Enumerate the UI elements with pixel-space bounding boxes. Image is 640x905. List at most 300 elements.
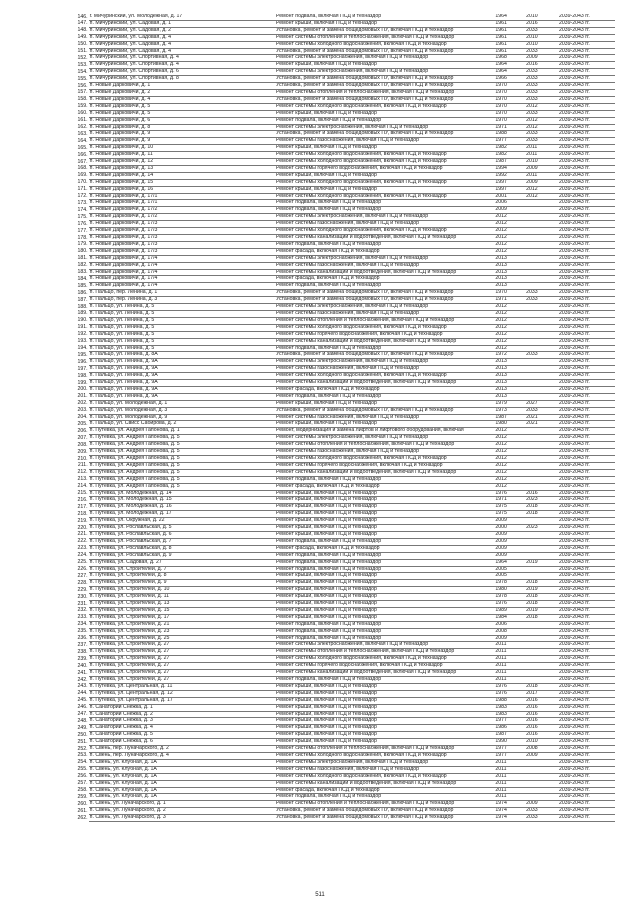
year-built: 1964 [494,559,525,566]
year-last-repair: 2010 [525,14,558,20]
work-type: Ремонт системы газоснабжения, включая ПСД и техназдор [275,138,494,145]
work-type: Ремонт системы холодного водоснабжения, включая ПСД и техназдор [275,773,494,780]
year-last-repair [525,773,558,780]
year-built: 2011 [494,766,525,773]
table-row [70,103,615,110]
work-type: Ремонт фасада, включая ПСД и техназдор [275,483,494,490]
table-row [70,207,615,214]
row-number: 237. [77,641,88,648]
row-number: 197. [77,365,88,372]
work-type: Ремонт крыши, включая ПСД и техназдор [275,518,494,525]
year-built: 1964 [494,69,525,76]
work-type: Ремонт подвала, включая ПСД и техназдор [275,628,494,635]
planned-period: 2039-2043 гг. [558,531,615,538]
row-number: 199. [77,379,88,386]
address: п. Новые Дарковичи, д. 9 [89,138,275,145]
table-row [70,580,615,587]
table-row [70,587,615,594]
table-row [70,145,615,152]
year-built: 2013 [494,380,525,387]
address: п. Путевка, ул. Молодежная, д. 14 [89,490,275,497]
address: п. Мичуринский, ул. Спортивная, д. 6 [89,69,275,76]
year-built: 1997 [494,186,525,193]
row-number: 186. [77,289,88,296]
table-row [70,380,615,387]
year-built: 1970 [494,290,525,297]
planned-period: 2039-2043 гг. [558,304,615,311]
planned-period: 2039-2043 гг. [558,359,615,366]
row-number: 217. [77,503,88,510]
year-last-repair: 2016 [525,490,558,497]
year-last-repair [525,442,558,449]
address: п. Пальцо, ул. Ленина, д. 5 [89,338,275,345]
page-number: 511 [315,892,325,898]
work-type: Ремонт системы газоснабжения, включая ПСД и техназдор [275,366,494,373]
address: п. Мичуринский, ул. Садовая, д. 4 [89,34,275,41]
year-built: 2011 [494,773,525,780]
year-built: 1990 [494,739,525,746]
table-row [70,20,615,27]
planned-period: 2039-2043 гг. [558,752,615,759]
year-last-repair: 2033 [525,89,558,96]
row-number: 166. [77,151,88,158]
work-type: Ремонт крыши, включая ПСД и техназдор [275,601,494,608]
work-type: Ремонт системы электроснабжения, включая ПСД и техназдор [275,255,494,262]
row-number: 191. [77,324,88,331]
address: п. Свень, ул. Клубная, д. 1А [89,787,275,794]
table-row [70,248,615,255]
year-last-repair [525,656,558,663]
table-row [70,317,615,324]
work-type: Ремонт системы холодного водоснабжения, включая ПСД и техназдор [275,373,494,380]
year-built: 1997 [494,179,525,186]
address: п. Свень, ул. Луначарского, д. 1 [89,801,275,808]
address: п. Новые Дарковичи, д. 6 [89,117,275,124]
table-row [70,14,615,20]
address: п. Новые Дарковичи, д. 2 [89,89,275,96]
year-last-repair [525,276,558,283]
year-last-repair: 2033 [525,110,558,117]
row-number: 187. [77,296,88,303]
planned-period: 2039-2043 гг. [558,614,615,621]
planned-period: 2039-2043 гг. [558,186,615,193]
address: п. Новые Дарковичи, д. 17/2 [89,207,275,214]
address: п. Путевка, ул. Молодежная, д. 17 [89,511,275,518]
row-number: 183. [77,269,88,276]
planned-period: 2039-2043 гг. [558,428,615,435]
address: п. Путевка, ул. Строителей, д. 25 [89,635,275,642]
planned-period: 2039-2043 гг. [558,490,615,497]
work-type: Ремонт подвала, включая ПСД и техназдор [275,677,494,684]
year-last-repair [525,386,558,393]
table-row [70,538,615,545]
work-type: Ремонт системы холодного водоснабжения, включая ПСД и техназдор [275,324,494,331]
year-built: 2011 [494,677,525,684]
work-type: Ремонт фасада, включая ПСД и техназдор [275,386,494,393]
row-number: 201. [77,393,88,400]
planned-period: 2039-2043 гг. [558,746,615,753]
table-row [70,400,615,407]
year-last-repair [525,469,558,476]
planned-period: 2039-2043 гг. [558,366,615,373]
planned-period: 2039-2043 гг. [558,739,615,746]
planned-period: 2039-2043 гг. [558,621,615,628]
work-type: Ремонт крыши, включая ПСД и техназдор [275,62,494,69]
planned-period: 2039-2043 гг. [558,559,615,566]
year-last-repair [525,338,558,345]
year-built: 2011 [494,649,525,656]
planned-period: 2039-2043 гг. [558,76,615,83]
year-built: 2012 [494,221,525,228]
planned-period: 2039-2043 гг. [558,386,615,393]
address: п. Путевка, ул. Андрея Гапонова, д. 1 [89,428,275,435]
work-type: Ремонт крыши, включая ПСД и техназдор [275,594,494,601]
work-type: Установка, ремонт и замена общедомовых ПУ, включая ПСД и техназдор [275,290,494,297]
year-built: 1986 [494,725,525,732]
table-row [70,324,615,331]
address: п. Путевка, ул. Андрея Гапонова, д. 5 [89,469,275,476]
table-row [70,752,615,759]
address: п. Новые Дарковичи, д. 8 [89,124,275,131]
year-last-repair: 2021 [525,421,558,428]
planned-period: 2039-2043 гг. [558,552,615,559]
table-row [70,635,615,642]
year-built: 1961 [494,34,525,41]
year-built: 1961 [494,27,525,34]
row-number: 221. [77,531,88,538]
row-number: 190. [77,317,88,324]
planned-period: 2039-2043 гг. [558,690,615,697]
address: п. Пальцо, ул. Ленина, д. 5 [89,310,275,317]
year-built: 1976 [494,690,525,697]
work-type: Ремонт системы газоснабжения, включая ПСД и техназдор [275,310,494,317]
work-type: Ремонт подвала, включая ПСД и техназдор [275,283,494,290]
address: п. Новые Дарковичи, д. 17/4 [89,283,275,290]
table-row [70,725,615,732]
planned-period: 2039-2043 гг. [558,283,615,290]
year-built: 1961 [494,41,525,48]
year-last-repair [525,324,558,331]
work-type: Ремонт крыши, включая ПСД и техназдор [275,172,494,179]
planned-period: 2039-2043 гг. [558,518,615,525]
work-type: Ремонт крыши, включая ПСД и техназдор [275,186,494,193]
work-type: Ремонт подвала, включая ПСД и техназдор [275,241,494,248]
work-type: Установка, ремонт и замена общедомовых ПУ, включая ПСД и техназдор [275,76,494,83]
table-row [70,255,615,262]
row-number: 162. [77,124,88,130]
table-row [70,566,615,573]
table-row [70,373,615,380]
year-built: 2012 [494,428,525,435]
address: п. Мичуринский, ул. Спортивная, д. 8 [89,76,275,83]
address: п. Путевка, ул. Рославльская, д. 6 [89,531,275,538]
planned-period: 2039-2043 гг. [558,338,615,345]
year-last-repair [525,476,558,483]
year-last-repair [525,228,558,235]
year-built: 1972 [494,352,525,359]
address: п. Путевка, ул. Строителей, д. 27 [89,663,275,670]
row-number: 227. [77,572,88,579]
year-built: 2013 [494,359,525,366]
year-last-repair [525,393,558,400]
planned-period: 2039-2043 гг. [558,159,615,166]
planned-period: 2039-2043 гг. [558,207,615,214]
row-number: 203. [77,407,88,414]
work-type: Ремонт фасада, включая ПСД и техназдор [275,248,494,255]
address: п. Новые Дарковичи, д. 17/4 [89,262,275,269]
table-row [70,435,615,442]
year-last-repair [525,483,558,490]
address: п. Путевка, ул. Строителей, д. 17 [89,614,275,621]
row-number: 173. [77,199,88,206]
planned-period: 2039-2043 гг. [558,228,615,235]
row-number: 176. [77,220,88,227]
year-built: 2012 [494,241,525,248]
row-number: 246. [77,704,88,711]
work-type: Ремонт подвала, включая ПСД и техназдор [275,200,494,207]
address: п. Свень, ул. Клубная, д. 1А [89,759,275,766]
work-type: Ремонт системы холодного водоснабжения, включая ПСД и техназдор [275,752,494,759]
row-number: 235. [77,628,88,635]
year-last-repair [525,449,558,456]
year-built: 1966 [494,76,525,83]
table-row [70,559,615,566]
planned-period: 2039-2043 гг. [558,801,615,808]
planned-period: 2039-2043 гг. [558,497,615,504]
planned-period: 2039-2043 гг. [558,511,615,518]
table-row [70,614,615,621]
table-row [70,449,615,456]
work-type: Ремонт системы холодного водоснабжения, включая ПСД и техназдор [275,228,494,235]
table-row [70,297,615,304]
planned-period: 2039-2043 гг. [558,435,615,442]
work-type: Ремонт системы газоснабжения, включая ПСД и техназдор [275,262,494,269]
year-built: 2001 [494,193,525,200]
row-number: 168. [77,165,88,172]
table-row [70,83,615,90]
work-type: Ремонт системы газоснабжения, включая ПСД и техназдор [275,221,494,228]
work-type: Ремонт системы электроснабжения, включая ПСД и техназдор [275,435,494,442]
work-type: Установка, ремонт и замена общедомовых ПУ, включая ПСД и техназдор [275,815,494,822]
address: п. Путевка, ул. Центральная, д. 12 [89,690,275,697]
year-last-repair [525,794,558,801]
row-number: 258. [77,787,88,793]
planned-period: 2039-2043 гг. [558,110,615,117]
year-last-repair [525,331,558,338]
row-number: 236. [77,635,88,642]
year-built: 1982 [494,145,525,152]
row-number: 196. [77,358,88,365]
row-number: 152. [77,54,88,61]
table-row [70,290,615,297]
row-number: 155. [77,75,88,82]
year-built: 1977 [494,138,525,145]
row-number: 209. [77,448,88,455]
year-last-repair: 2016 [525,704,558,711]
address: п. Пальцо, ул. Ленина, д. 9А [89,380,275,387]
row-number: 192. [77,331,88,338]
table-row [70,476,615,483]
table-row [70,518,615,525]
planned-period: 2039-2043 гг. [558,393,615,400]
year-built: 2013 [494,366,525,373]
address: г. Мичуринский, ул. Молодежная, д. 17 [89,14,275,20]
address: п. Пальцо, ул. Свисс Сабирова, д. 2 [89,421,275,428]
year-last-repair [525,428,558,435]
row-number: 159. [77,103,88,110]
planned-period: 2039-2043 гг. [558,656,615,663]
planned-period: 2039-2043 гг. [558,48,615,55]
work-type: Установка, ремонт и замена общедомовых ПУ, включая ПСД и техназдор [275,297,494,304]
address: п. Мичуринский, ул. Садовая, д. 2 [89,27,275,34]
row-number: 163. [77,130,88,137]
year-built: 1970 [494,96,525,103]
planned-period: 2039-2043 гг. [558,407,615,414]
row-number: 194. [77,345,88,351]
year-built: 2013 [494,283,525,290]
table-row [70,746,615,753]
work-type: Ремонт подвала, включая ПСД и техназдор [275,393,494,400]
table-row [70,152,615,159]
year-last-repair [525,663,558,670]
work-type: Ремонт фасада, включая ПСД и техназдор [275,545,494,552]
work-type: Ремонт системы электроснабжения, включая ПСД и техназдор [275,69,494,76]
table-row [70,62,615,69]
planned-period: 2039-2043 гг. [558,380,615,387]
planned-period: 2039-2043 гг. [558,663,615,670]
work-type: Ремонт системы канализации и водоотведения, включая ПСД и техназдор [275,338,494,345]
table-row [70,483,615,490]
year-built: 2009 [494,545,525,552]
year-built: 1983 [494,711,525,718]
row-number: 156. [77,82,88,89]
year-last-repair: 2021 [525,414,558,421]
year-built: 1964 [494,62,525,69]
year-last-repair [525,621,558,628]
planned-period: 2039-2043 гг. [558,200,615,207]
year-last-repair: 2033 [525,76,558,83]
row-number: 171. [77,186,88,193]
year-last-repair: 2018 [525,614,558,621]
year-last-repair [525,248,558,255]
row-number: 247. [77,711,88,718]
planned-period: 2039-2043 гг. [558,683,615,690]
year-built: 1988 [494,131,525,138]
table-row [70,131,615,138]
address: п. Санаторий Снежка, д. 3 [89,718,275,725]
row-number: 167. [77,158,88,165]
year-built: 1977 [494,752,525,759]
row-number: 219. [77,517,88,524]
year-built: 2012 [494,228,525,235]
planned-period: 2039-2043 гг. [558,601,615,608]
year-built: 1971 [494,297,525,304]
year-last-repair: 2017 [525,690,558,697]
table-row [70,490,615,497]
work-type: Ремонт системы холодного водоснабжения, включая ПСД и техназдор [275,159,494,166]
address: п. Путевка, ул. Центральная, д. 11 [89,683,275,690]
year-built: 1970 [494,117,525,124]
row-number: 248. [77,717,88,724]
row-number: 157. [77,89,88,96]
work-type: Ремонт системы холодного водоснабжения, включая ПСД и техназдор [275,179,494,186]
table-row [70,469,615,476]
work-type: Ремонт системы отопления и теплоснабжения, включая ПСД и техназдор [275,442,494,449]
work-type: Ремонт системы канализации и водоотведения, включая ПСД и техназдор [275,269,494,276]
year-built: 1984 [494,614,525,621]
row-number: 189. [77,310,88,317]
address: п. Новые Дарковичи, д. 17/3 [89,221,275,228]
row-number: 243. [77,683,88,690]
address: п. Новые Дарковичи, д. 10 [89,145,275,152]
year-last-repair: 2009 [525,752,558,759]
row-number: 239. [77,655,88,662]
year-last-repair: 2012 [525,193,558,200]
planned-period: 2039-2043 гг. [558,124,615,131]
work-type: Ремонт крыши, включая ПСД и техназдор [275,531,494,538]
year-last-repair [525,552,558,559]
year-last-repair [525,566,558,573]
planned-period: 2039-2043 гг. [558,449,615,456]
address: п. Путевка, ул. Андрея Гапонова, д. 5 [89,449,275,456]
year-last-repair: 2009 [525,179,558,186]
work-type: Установка, ремонт и замена общедомовых ПУ, включая ПСД и техназдор [275,808,494,815]
year-built: 1978 [494,594,525,601]
table-row [70,165,615,172]
work-type: Ремонт системы электроснабжения, включая ПСД и техназдор [275,124,494,131]
row-number: 254. [77,759,88,766]
work-type: Ремонт крыши, включая ПСД и техназдор [275,739,494,746]
address: п. Свень, ул. Клубная, д. 1А [89,773,275,780]
year-last-repair [525,345,558,352]
work-type: Ремонт системы электроснабжения, включая ПСД и техназдор [275,55,494,62]
year-built: 2011 [494,656,525,663]
row-number: 233. [77,614,88,621]
address: п. Путевка, ул. Андрея Гапонова, д. 5 [89,442,275,449]
year-built: 1987 [494,414,525,421]
work-type: Ремонт системы канализации и водоотведения, включая ПСД и техназдор [275,780,494,787]
table-row [70,642,615,649]
planned-period: 2039-2043 гг. [558,324,615,331]
table-row [70,456,615,463]
planned-period: 2039-2043 гг. [558,442,615,449]
table-row [70,462,615,469]
year-last-repair: 2016 [525,20,558,27]
year-last-repair [525,283,558,290]
row-number: 149. [77,34,88,41]
year-last-repair: 2033 [525,83,558,90]
planned-period: 2039-2043 гг. [558,725,615,732]
year-built: 2012 [494,214,525,221]
planned-period: 2039-2043 гг. [558,255,615,262]
year-last-repair: 2012 [525,186,558,193]
year-last-repair [525,780,558,787]
year-built: 2011 [494,759,525,766]
planned-period: 2039-2043 гг. [558,718,615,725]
year-built: 1978 [494,580,525,587]
planned-period: 2039-2043 гг. [558,414,615,421]
row-number: 153. [77,61,88,68]
year-last-repair [525,241,558,248]
planned-period: 2039-2043 гг. [558,545,615,552]
year-last-repair [525,573,558,580]
work-type: Ремонт подвала, включая ПСД и техназдор [275,117,494,124]
table-row [70,594,615,601]
planned-period: 2039-2043 гг. [558,117,615,124]
address: п. Пальцо, ул. Молодежная, д. 1 [89,400,275,407]
year-last-repair [525,269,558,276]
year-last-repair: 2033 [525,407,558,414]
